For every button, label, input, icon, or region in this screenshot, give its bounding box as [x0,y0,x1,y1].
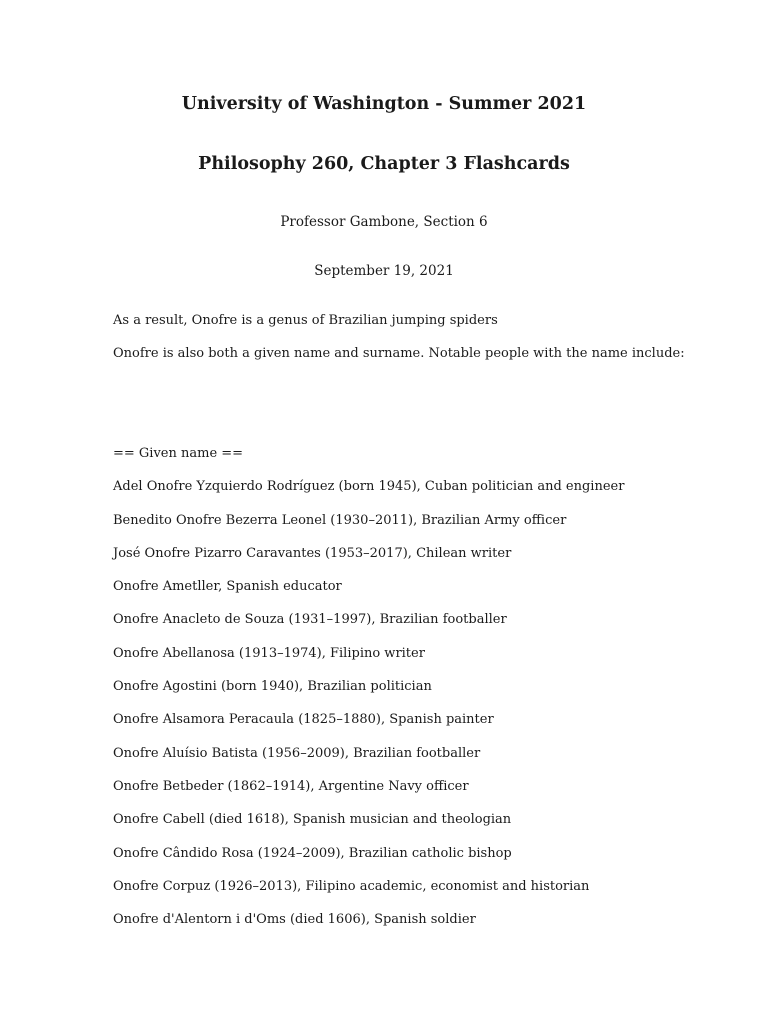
list-item: Benedito Onofre Bezerra Leonel (1930–2011), Brazilian Army officer [113,512,567,528]
list-item: Onofre Corpuz (1926–2013), Filipino academic, economist and historian [113,878,590,894]
list-item: Onofre Ametller, Spanish educator [113,579,342,595]
list-item: Onofre Cabell (died 1618), Spanish musician and theologian [113,812,512,828]
document-instructor: Professor Gambone, Section 6 [280,214,488,230]
list-item: Onofre Cândido Rosa (1924–2009), Brazilian catholic bishop [113,845,512,861]
document-title-course: Philosophy 260, Chapter 3 Flashcards [198,154,570,174]
list-item: Onofre Abellanosa (1913–1974), Filipino writer [113,645,425,661]
names-list [113,447,624,946]
list-item: Onofre Alsamora Peracaula (1825–1880), Spanish painter [113,712,494,728]
section-heading: == Given name == [113,446,244,461]
list-item: Adel Onofre Yzquierdo Rodríguez (born 1945), Cuban politician and engineer [113,479,625,495]
list-item: Onofre Agostini (born 1940), Brazilian politician [113,679,432,695]
list-item: Onofre Anacleto de Souza (1931–1997), Brazilian footballer [113,612,507,628]
document-title-university: University of Washington - Summer 2021 [181,94,587,114]
list-item: Onofre Betbeder (1862–1914), Argentine Navy officer [113,778,469,794]
paragraph-intro: As a result, Onofre is a genus of Brazilian jumping spiders [113,313,498,328]
document-date: September 19, 2021 [314,263,454,279]
list-item: Onofre d'Alentorn i d'Oms (died 1606), Spanish soldier [113,912,476,928]
list-item: Onofre Aluísio Batista (1956–2009), Brazilian footballer [113,745,481,761]
paragraph-names-intro: Onofre is also both a given name and surname. Notable people with the name include: [113,346,685,361]
list-item: José Onofre Pizarro Caravantes (1953–2017), Chilean writer [113,545,512,561]
